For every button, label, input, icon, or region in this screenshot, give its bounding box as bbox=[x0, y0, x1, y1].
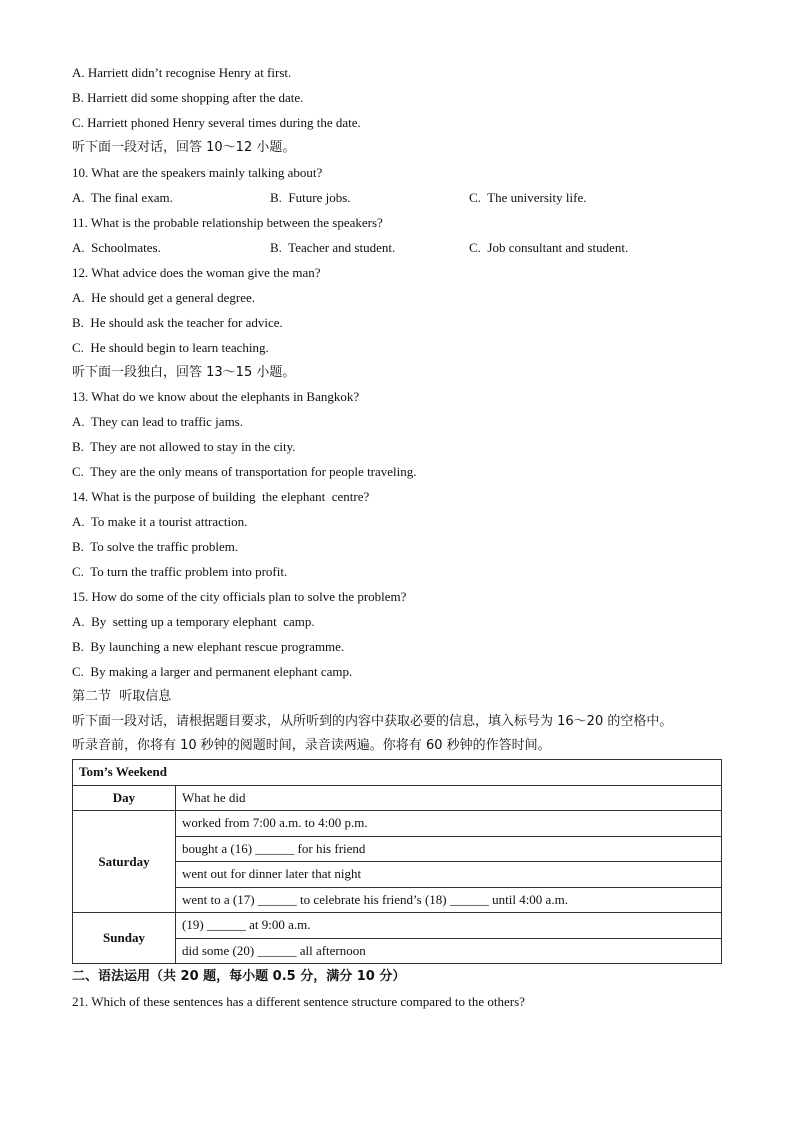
q12-stem: 12. What advice does the woman give the man? bbox=[72, 265, 321, 280]
q14-stem: 14. What is the purpose of building the elephant centre? bbox=[72, 489, 370, 504]
q9-option-a: A. Harriett didn’t recognise Henry at first. bbox=[72, 65, 292, 80]
q13-stem: 13. What do we know about the elephants in Bangkok? bbox=[72, 389, 360, 404]
sunday-row: (19) ______ at 9:00 a.m. bbox=[176, 913, 722, 939]
saturday-row: went to a (17) ______ to celebrate his friend’s (18) ______ until 4:00 a.m. bbox=[176, 887, 722, 913]
q13-option-c: C. They are the only means of transportation for people traveling. bbox=[72, 464, 417, 479]
saturday-row: bought a (16) ______ for his friend bbox=[176, 836, 722, 862]
q21-stem: 21. Which of these sentences has a different sentence structure compared to the others? bbox=[72, 994, 525, 1009]
saturday-label: Saturday bbox=[73, 811, 176, 913]
toms-weekend-table bbox=[72, 759, 722, 964]
q12-option-c: C. He should begin to learn teaching. bbox=[72, 340, 269, 355]
section2-instruction-2: 听录音前，你将有 10 秒钟的阅题时间，录音读两遍。你将有 60 秒钟的作答时间。 bbox=[72, 738, 551, 753]
q10-stem: 10. What are the speakers mainly talking about? bbox=[72, 165, 323, 180]
header-what-he-did: What he did bbox=[176, 785, 722, 811]
q11-option-c: C. Job consultant and student. bbox=[469, 240, 629, 255]
sunday-row: did some (20) ______ all afternoon bbox=[176, 938, 722, 964]
q15-option-a: A. By setting up a temporary elephant camp. bbox=[72, 614, 315, 629]
q15-option-b: B. By launching a new elephant rescue programme. bbox=[72, 639, 345, 654]
q10-option-a: A. The final exam. bbox=[72, 190, 173, 205]
q15-stem: 15. How do some of the city officials plan to solve the problem? bbox=[72, 589, 407, 604]
q12-option-b: B. He should ask the teacher for advice. bbox=[72, 315, 283, 330]
instruction-13-15: 听下面一段独白，回答 13～15 小题。 bbox=[72, 365, 296, 380]
q10-option-c: C. The university life. bbox=[469, 190, 587, 205]
q9-option-c: C. Harriett phoned Henry several times during the date. bbox=[72, 115, 361, 130]
table-title: Tom’s Weekend bbox=[73, 760, 722, 786]
section2-title: 第二节 听取信息 bbox=[72, 689, 172, 704]
q13-option-a: A. They can lead to traffic jams. bbox=[72, 414, 243, 429]
q13-option-b: B. They are not allowed to stay in the city. bbox=[72, 439, 296, 454]
q11-stem: 11. What is the probable relationship between the speakers? bbox=[72, 215, 383, 230]
part2-title: 二、语法运用（共 20 题，每小题 0.5 分，满分 10 分） bbox=[72, 969, 406, 984]
sunday-label: Sunday bbox=[73, 913, 176, 964]
q14-option-b: B. To solve the traffic problem. bbox=[72, 539, 239, 554]
q12-option-a: A. He should get a general degree. bbox=[72, 290, 256, 305]
q14-option-a: A. To make it a tourist attraction. bbox=[72, 514, 248, 529]
q15-option-c: C. By making a larger and permanent elephant camp. bbox=[72, 664, 353, 679]
saturday-row: worked from 7:00 a.m. to 4:00 p.m. bbox=[176, 811, 722, 837]
header-day: Day bbox=[73, 785, 176, 811]
q11-option-b: B. Teacher and student. bbox=[270, 240, 396, 255]
saturday-row: went out for dinner later that night bbox=[176, 862, 722, 888]
instruction-10-12: 听下面一段对话，回答 10～12 小题。 bbox=[72, 140, 296, 155]
q11-option-a: A. Schoolmates. bbox=[72, 240, 161, 255]
section2-instruction-1: 听下面一段对话，请根据题目要求，从所听到的内容中获取必要的信息，填入标号为 16～20 的空格中。 bbox=[72, 714, 673, 729]
q10-option-b: B. Future jobs. bbox=[270, 190, 351, 205]
q14-option-c: C. To turn the traffic problem into profit. bbox=[72, 564, 288, 579]
q9-option-b: B. Harriett did some shopping after the date. bbox=[72, 90, 304, 105]
